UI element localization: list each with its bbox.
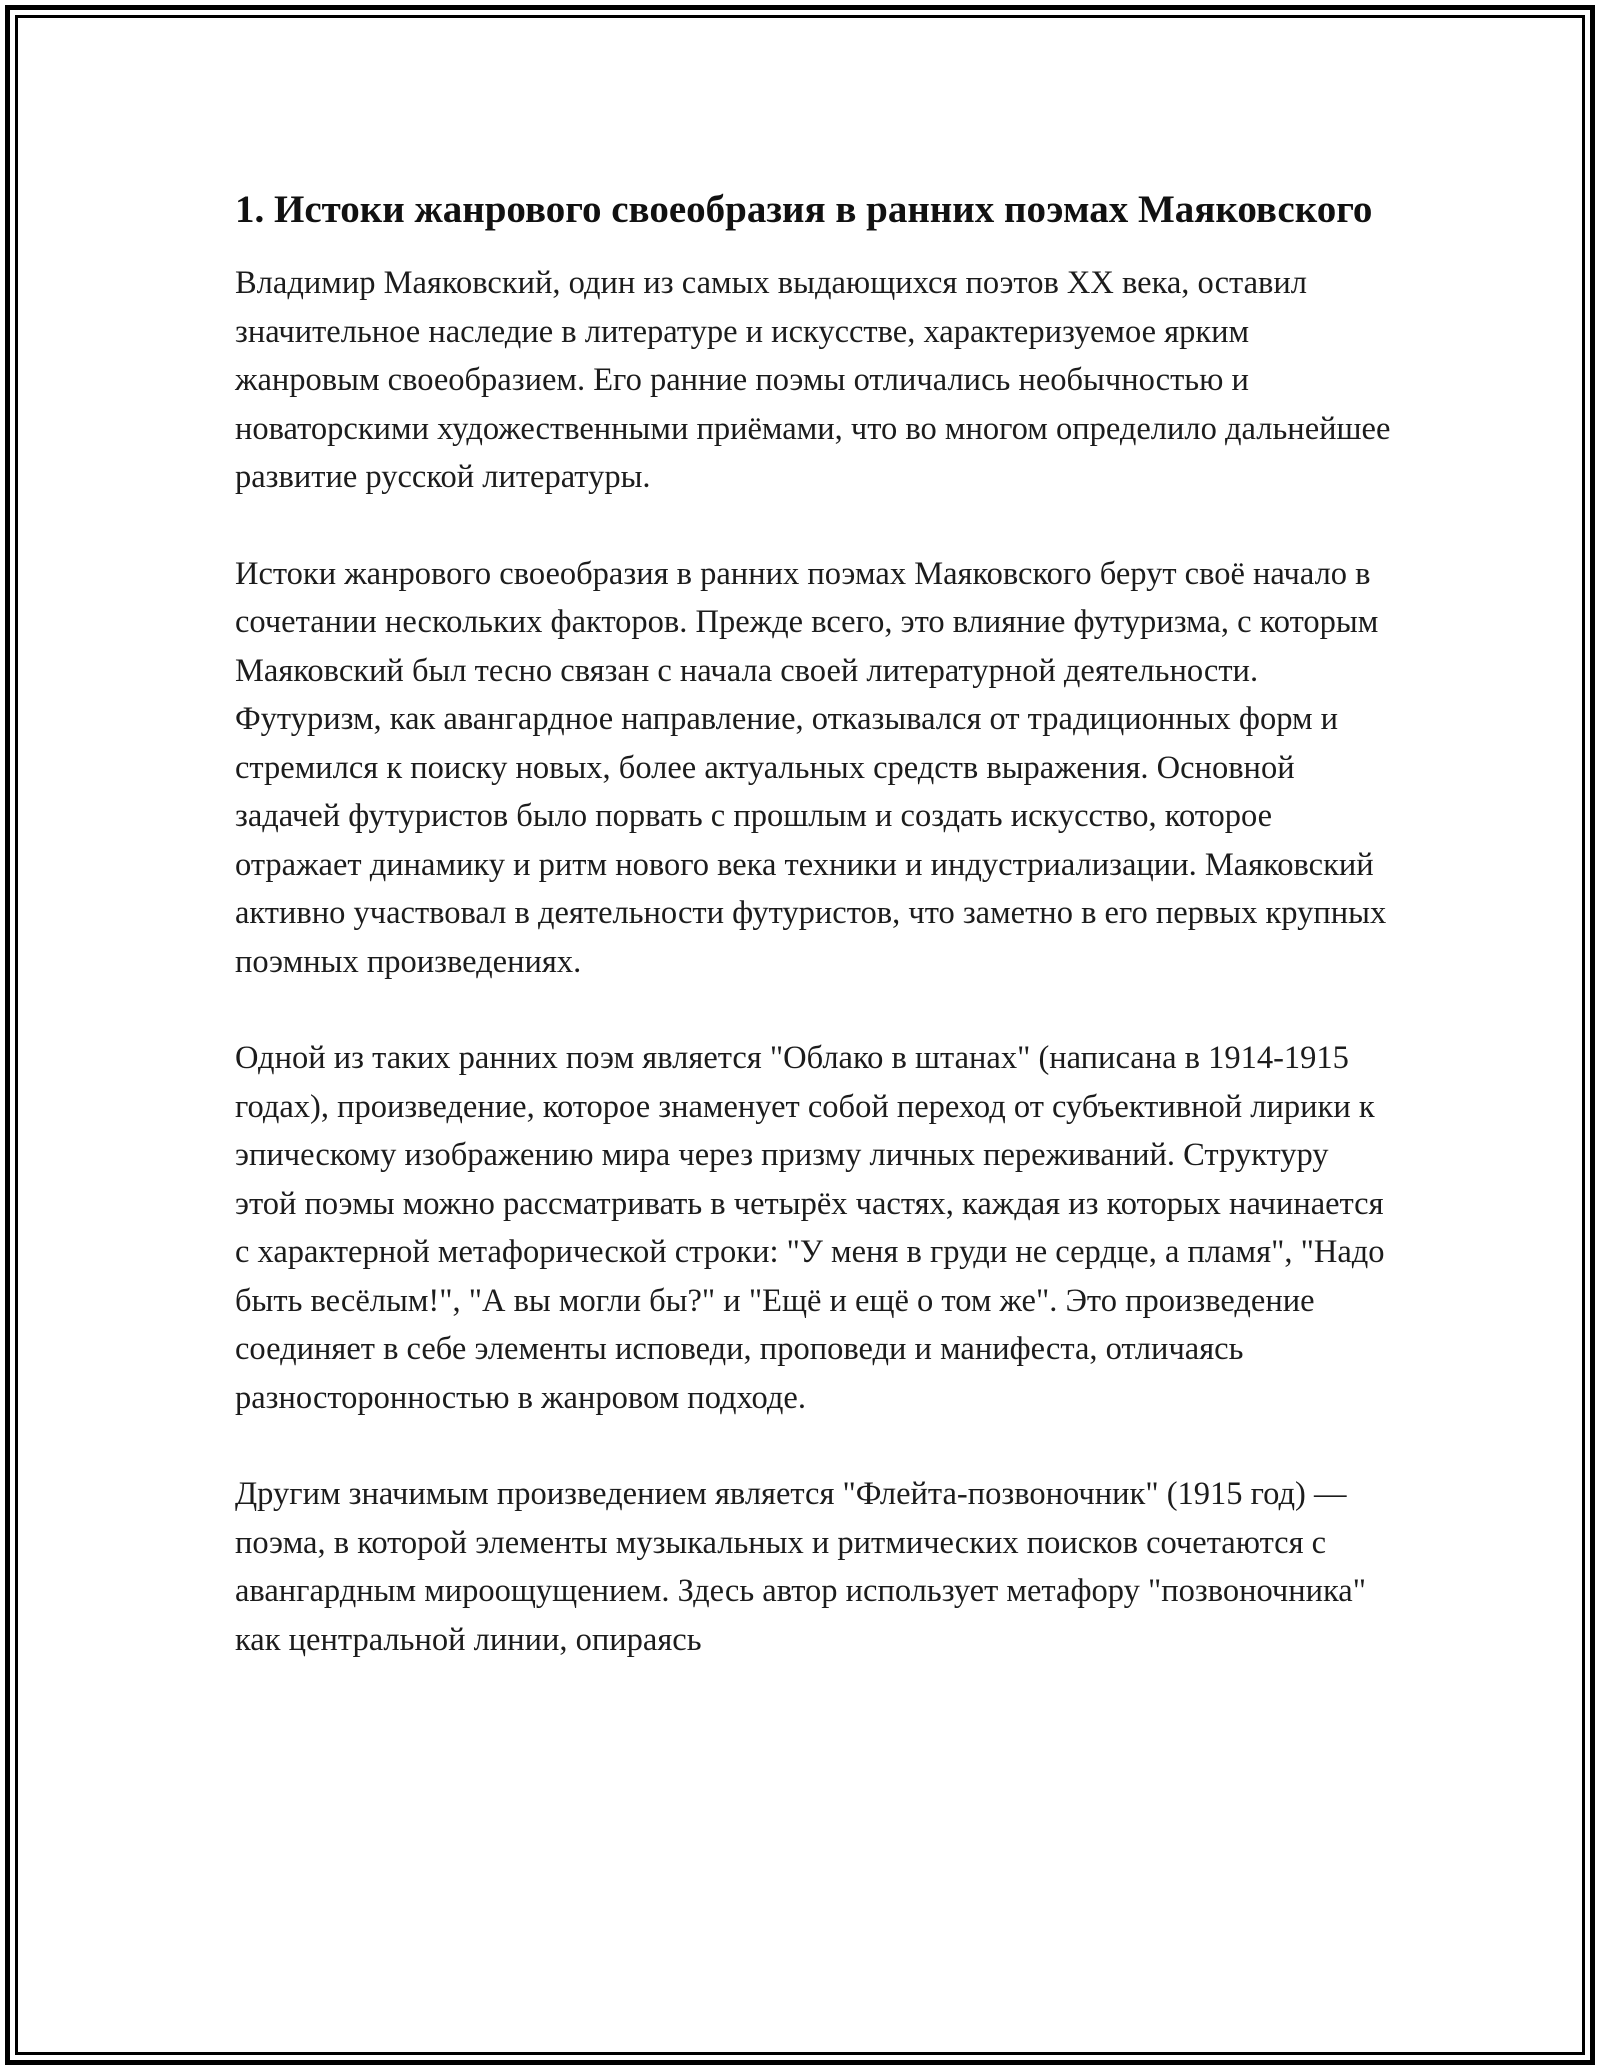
paragraph-fleita: Другим значимым произведением является "Флейта-позвоночник" (1915 год) — поэма, в которой элементы музыкальных и ритмических поисков сочетаются с авангардным мироощущением. Здесь автор использует метафору "позвоночника" как центральной линии, опираясь [235, 1476, 1366, 1658]
document-body [235, 182, 1395, 1664]
section-heading: 1. Истоки жанрового своеобразия в ранних поэмах Маяковского [235, 188, 1373, 231]
paragraph-futurism: Истоки жанрового своеобразия в ранних поэмах Маяковского берут своё начало в сочетании нескольких факторов. Прежде всего, это влияние футуризма, с которым Маяковский был тесно связан с начала своей литературной деятельности. Футуризм, как авангардное направление, отказывался от традиционных форм и стремился к поиску новых, более актуальных средств выражения. Основной задачей футуристов было порвать с прошлым и создать искусство, которое отражает динамику и ритм нового века техники и индустриализации. Маяковский активно участвовал в деятельности футуристов, что заметно в его первых крупных поэмных произведениях. [235, 555, 1387, 980]
paragraph-oblako: Одной из таких ранних поэм является "Облако в штанах" (написана в 1914-1915 годах), произведение, которое знаменует собой переход от субъективной лирики к эпическому изображению мира через призму личных переживаний. Структуру этой поэмы можно рассматривать в четырёх частях, каждая из которых начинается с характерной метафорической строки: "У меня в груди не сердце, а пламя", "Надо быть весёлым!", "А вы могли бы?" и "Ещё и ещё о том же". Это произведение соединяет в себе элементы исповеди, проповеди и манифеста, отличаясь разносторонностью в жанровом подходе. [235, 1040, 1385, 1416]
paragraph-intro: Владимир Маяковский, один из самых выдающихся поэтов XX века, оставил значительное наследие в литературе и искусстве, характеризуемое ярким жанровым своеобразием. Его ранние поэмы отличались необычностью и новаторскими художественными приёмами, что во многом определило дальнейшее развитие русской литературы. [235, 265, 1391, 495]
